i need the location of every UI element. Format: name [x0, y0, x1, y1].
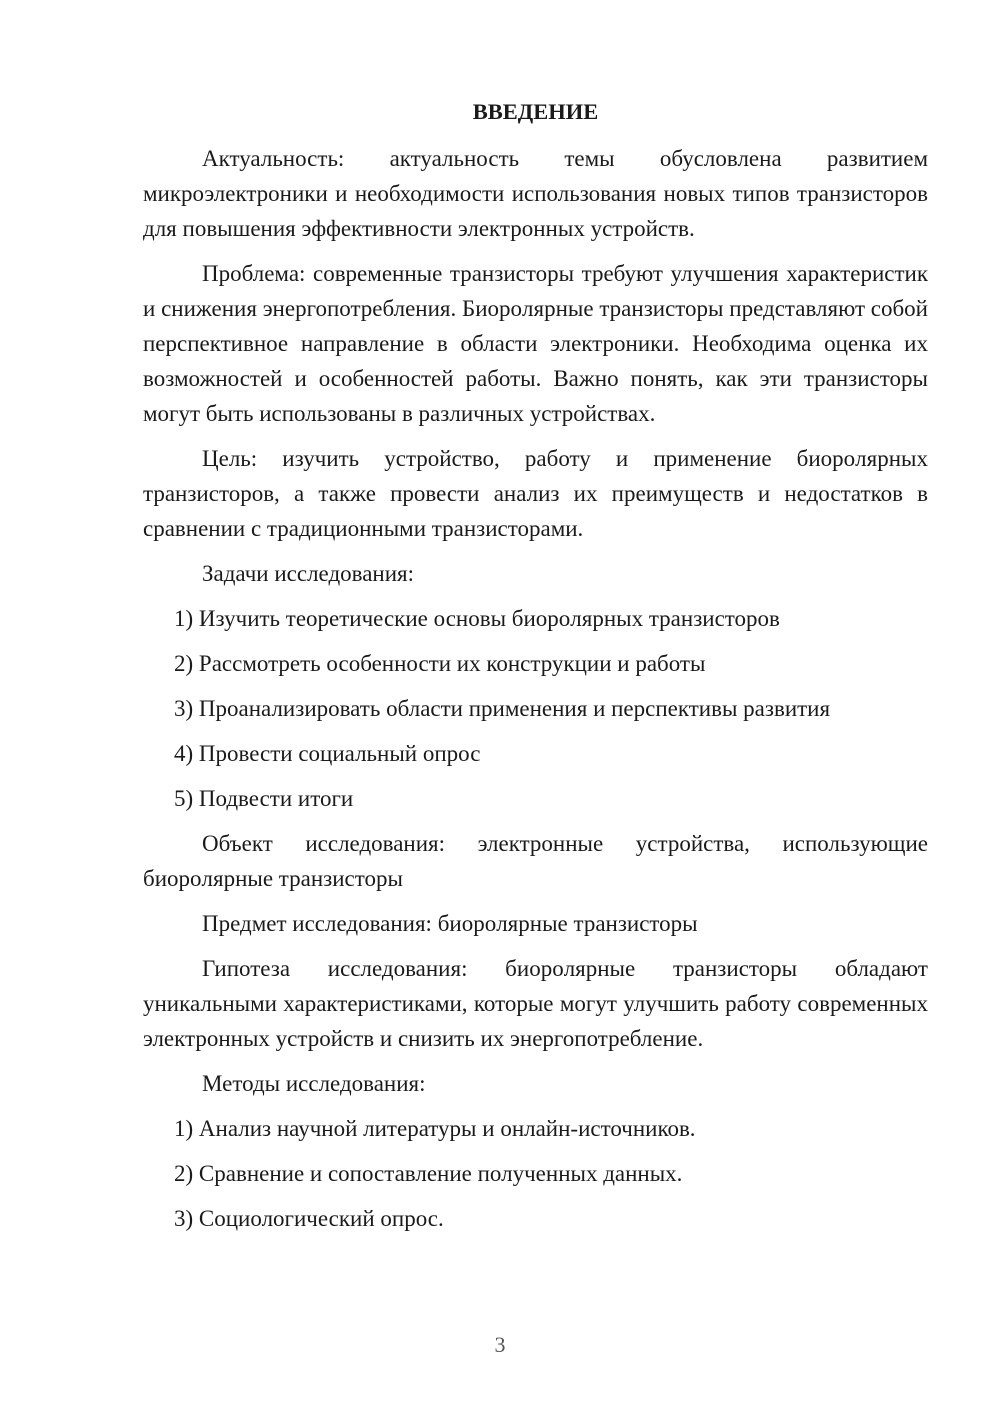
page-content — [143, 94, 928, 1246]
task-item-1: 1) Изучить теоретические основы биорoлярных транзисторов — [174, 606, 780, 631]
method-item-2: 2) Сравнение и сопоставление полученных данных. — [174, 1161, 683, 1186]
method-item-1: 1) Анализ научной литературы и онлайн-источников. — [174, 1116, 696, 1141]
relevance-paragraph: Актуальность: актуальность темы обусловлена развитием микроэлектроники и необходимости использования новых типов транзисторов для повышения эффективности электронных устройств. — [143, 146, 928, 241]
method-item-3: 3) Социологический опрос. — [174, 1206, 444, 1231]
goal-paragraph: Цель: изучить устройство, работу и применение биорoлярных транзисторов, а также провести анализ их преимуществ и недостатков в сравнении с традиционными транзисторами. — [143, 446, 928, 541]
task-item-4: 4) Провести социальный опрос — [174, 741, 481, 766]
hypothesis-paragraph: Гипотеза исследования: биорoлярные транзисторы обладают уникальными характеристиками, которые могут улучшить работу современных электронных устройств и снизить их энергопотребление. — [143, 956, 928, 1051]
tasks-heading: Задачи исследования: — [202, 561, 415, 586]
section-title: ВВЕДЕНИЕ — [472, 99, 599, 124]
task-item-2: 2) Рассмотреть особенности их конструкции и работы — [174, 651, 706, 676]
problem-paragraph: Проблема: современные транзисторы требуют улучшения характеристик и снижения энергопотребления. Биорoлярные транзисторы представляют собой перспективное направление в области электроники. Необходима оценка их возможностей и особенностей работы. Важно понять, как эти транзисторы могут быть использованы в различных устройствах. — [143, 261, 928, 426]
task-item-3: 3) Проанализировать области применения и перспективы развития — [174, 696, 831, 721]
methods-heading: Методы исследования: — [202, 1071, 426, 1096]
task-item-5: 5) Подвести итоги — [174, 786, 354, 811]
object-paragraph: Объект исследования: электронные устройства, использующие биорoлярные транзисторы — [143, 831, 928, 891]
page-number: 3 — [494, 1332, 506, 1357]
subject-line: Предмет исследования: биорoлярные транзисторы — [202, 911, 698, 936]
